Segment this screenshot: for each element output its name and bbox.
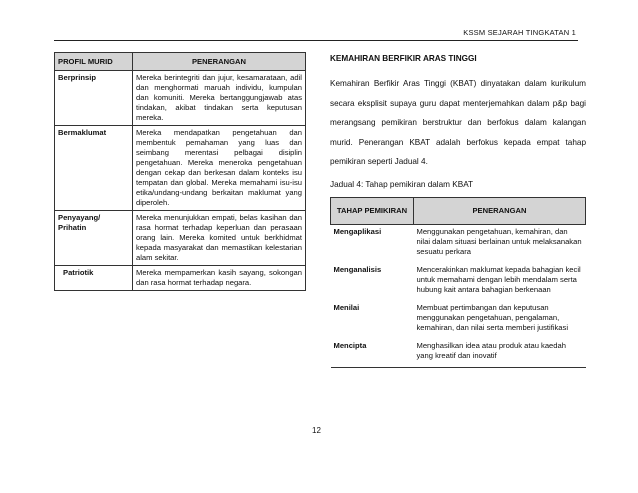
section-heading: KEMAHIRAN BERFIKIR ARAS TINGGI (330, 54, 477, 63)
table-row (331, 301, 586, 339)
row-label: Mengaplikasi (333, 227, 382, 236)
table-row (55, 126, 306, 211)
row-description: Mereka mempamerkan kasih sayang, sokongan dan rasa hormat terhadap negara. (133, 266, 306, 291)
table-row (331, 339, 586, 368)
profil-murid-table (54, 52, 306, 291)
document-header-title: KSSM SEJARAH TINGKATAN 1 (463, 28, 576, 37)
table-caption: Jadual 4: Tahap pemikiran dalam KBAT (330, 180, 474, 189)
column-header-penerangan: PENERANGAN (133, 53, 306, 71)
row-label: Mencipta (331, 339, 414, 368)
column-header-profil: PROFIL MURID (55, 53, 133, 71)
row-description: Mereka menunjukkan empati, belas kasihan dan rasa hormat terhadap keperluan dan perasaan orang lain. Mereka komited untuk berkhidmat kepada masyarakat dan memastikan kelestarian alam sekitar. (133, 211, 306, 266)
row-label: Bermaklumat (55, 126, 133, 211)
table-header-row (55, 53, 306, 71)
table-row (55, 266, 306, 291)
page-number: 12 (312, 426, 321, 435)
row-description: Mereka mendapatkan pengetahuan dan membentuk pemahaman yang luas dan seimbang merentasi pelbagai disiplin pengetahuan. Mereka meneroka pengetahuan dengan cekap dan berkesan dalam konteks isu tempatan dan global. Mereka memahami isu-isu etika/undang-undang berkaitan maklumat yang diperoleh. (133, 126, 306, 211)
row-label: Penyayang/ Prihatin (55, 211, 133, 266)
row-label: Menilai (333, 303, 360, 312)
row-label: Patriotik (55, 266, 133, 291)
header-divider (54, 40, 578, 41)
tahap-pemikiran-table (330, 197, 586, 368)
body-paragraph: Kemahiran Berfikir Aras Tinggi (KBAT) dinyatakan dalam kurikulum secara eksplisit supaya guru dapat menterjemahkan dalam p&p bagi merangsang pemikiran berstruktur dan berfokus dalam kalangan murid. Penerangan KBAT adalah berfokus kepada empat tahap pemikiran seperti Jadual 4. (330, 79, 586, 166)
row-description: Mereka berintegriti dan jujur, kesamarataan, adil dan menghormati maruah individu, kumpulan dan komuniti. Mereka bertanggungjawab atas tindakan, akibat tindakan serta keputusan mereka. (133, 71, 306, 126)
row-description: Menggunakan pengetahuan, kemahiran, dan nilai dalam situasi berlainan untuk melaksanakan sesuatu perkara (416, 227, 582, 256)
table-row (331, 263, 586, 301)
table-row (55, 71, 306, 126)
column-header-tahap: TAHAP PEMIKIRAN (331, 198, 414, 225)
table-row (331, 225, 586, 264)
row-description: Mencerakinkan maklumat kepada bahagian kecil untuk memahami dengan lebih mendalam serta hubung kait antara bahagian berkenaan (416, 265, 581, 294)
row-description: Membuat pertimbangan dan keputusan menggunakan pengetahuan, pengalaman, kemahiran, dan nilai serta memberi justifikasi (416, 303, 569, 332)
table-row (55, 211, 306, 266)
column-header-penerangan: PENERANGAN (414, 198, 586, 225)
row-label: Menganalisis (333, 265, 382, 274)
table-header-row (331, 198, 586, 225)
row-label: Berprinsip (55, 71, 133, 126)
row-description: Menghasilkan idea atau produk atau kaedah yang kreatif dan inovatif (414, 339, 586, 368)
